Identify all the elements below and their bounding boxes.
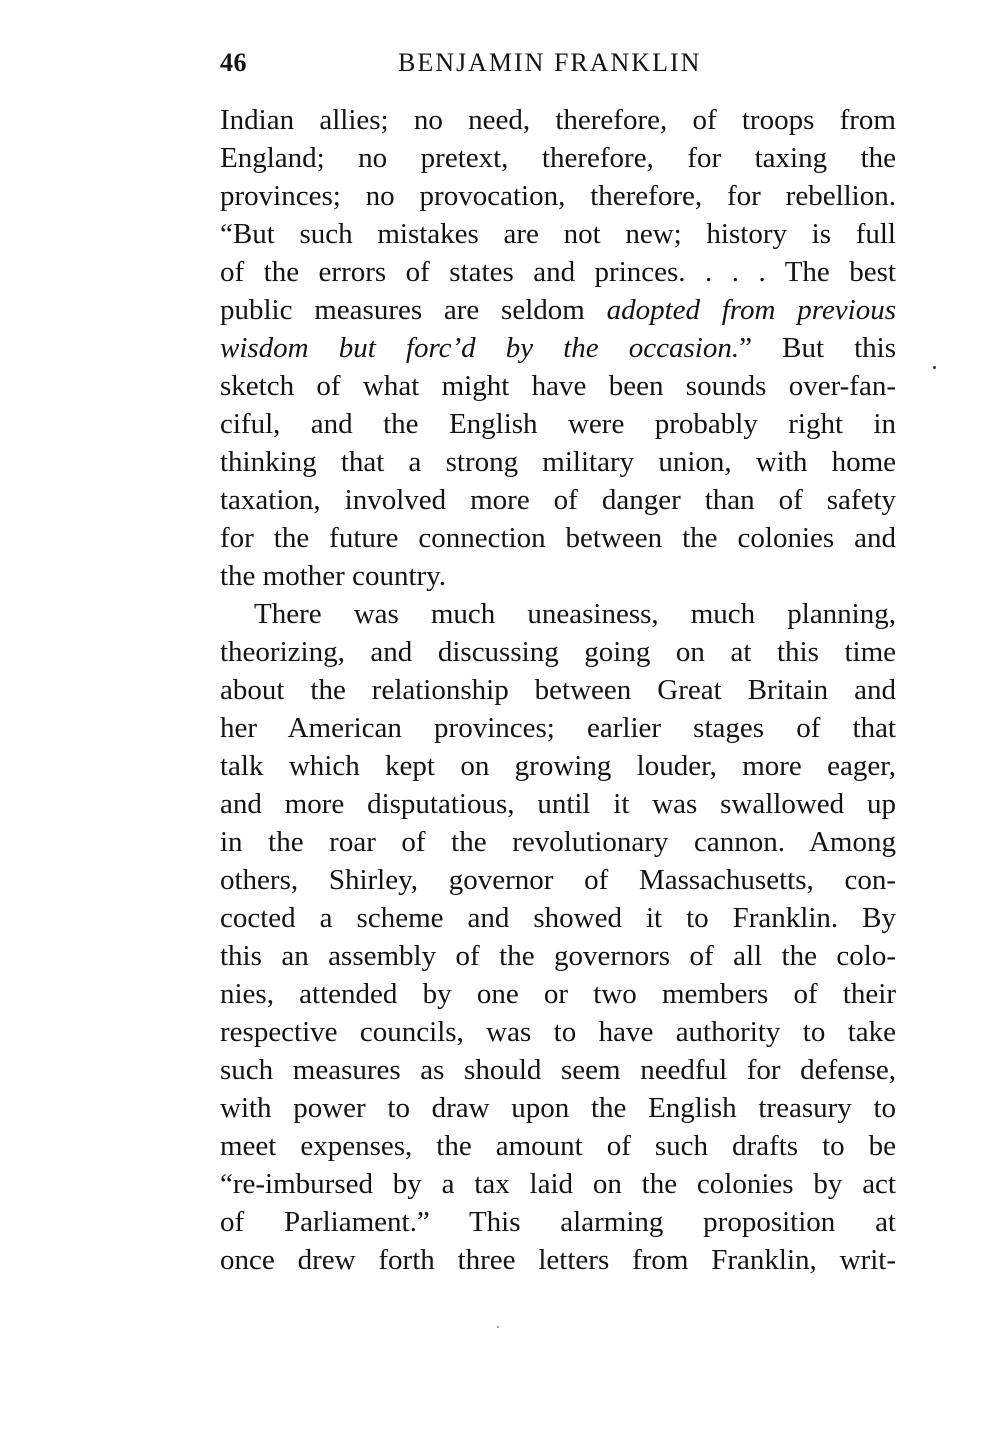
text-line: “re-imbursed by a tax laid on the colonies by act [220, 1168, 896, 1200]
text-line: respective councils, was to have authority to take [220, 1016, 896, 1048]
italic-text-run: wisdom but forc’d by the occasion. [220, 332, 740, 364]
text-line: Indian allies; no need, therefore, of troops from [220, 104, 896, 136]
text-line [220, 291, 896, 329]
text-line: once drew forth three letters from Franklin, writ- [220, 1244, 896, 1276]
text-line: such measures as should seem needful for defense, [220, 1054, 896, 1086]
text-line: “But such mistakes are not new; history is full [220, 218, 896, 250]
text-line: for the future connection between the colonies and [220, 522, 896, 554]
italic-text-run: adopted from previous [606, 294, 896, 326]
text-line: meet expenses, the amount of such drafts to be [220, 1130, 896, 1162]
text-line: and more disputatious, until it was swallowed up [220, 788, 896, 820]
running-head: BENJAMIN FRANKLIN [398, 48, 702, 77]
text-line: theorizing, and discussing going on at this time [220, 636, 896, 668]
paragraph [220, 595, 896, 1279]
page-number: 46 [220, 48, 247, 77]
body-text [220, 101, 896, 1279]
text-line: There was much uneasiness, much planning, [254, 598, 896, 630]
text-line: her American provinces; earlier stages of that [220, 712, 896, 744]
text-run: ” But this [739, 332, 896, 364]
text-line: the mother country. [220, 560, 447, 592]
ink-speck [497, 1326, 499, 1328]
text-line: this an assembly of the governors of all the colo- [220, 940, 896, 972]
text-line: thinking that a strong military union, with home [220, 446, 896, 478]
text-line: sketch of what might have been sounds over-fan- [220, 370, 896, 402]
page-header [220, 48, 896, 84]
text-line: in the roar of the revolutionary cannon. Among [220, 826, 896, 858]
text-line: nies, attended by one or two members of their [220, 978, 896, 1010]
text-line: England; no pretext, therefore, for taxing the [220, 142, 896, 174]
text-line [220, 329, 896, 367]
ink-speck [933, 366, 936, 369]
text-line: ciful, and the English were probably right in [220, 408, 896, 440]
text-line: of the errors of states and princes. . . . The best [220, 256, 896, 288]
text-run: public measures are seldom [220, 294, 607, 326]
text-line: talk which kept on growing louder, more eager, [220, 750, 896, 782]
text-line: of Parliament.” This alarming proposition at [220, 1206, 896, 1238]
text-line: about the relationship between Great Britain and [220, 674, 896, 706]
paragraph [220, 101, 896, 595]
text-line: taxation, involved more of danger than of safety [220, 484, 896, 516]
text-line: provinces; no provocation, therefore, for rebellion. [220, 180, 896, 212]
text-line: with power to draw upon the English treasury to [220, 1092, 896, 1124]
text-line: others, Shirley, governor of Massachusetts, con- [220, 864, 896, 896]
text-line: cocted a scheme and showed it to Franklin. By [220, 902, 896, 934]
